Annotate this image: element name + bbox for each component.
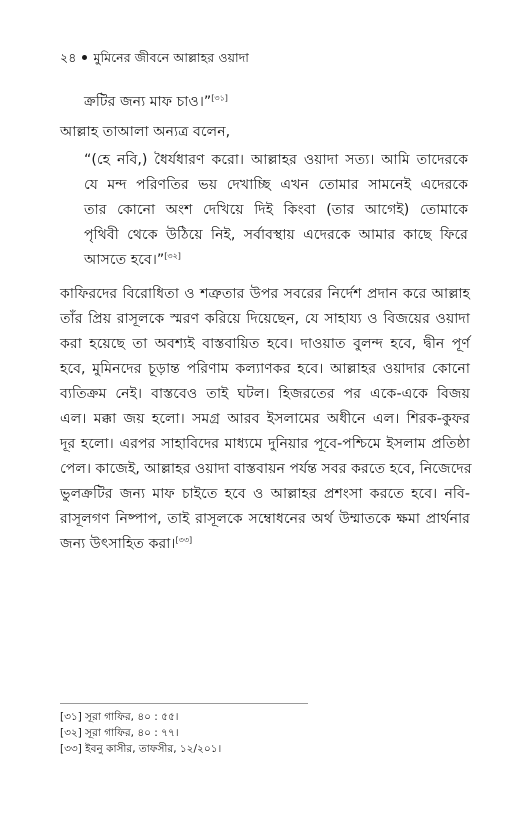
body-line-last bbox=[60, 532, 470, 558]
body-text: জন্য উৎসাহিত করা। bbox=[60, 536, 176, 552]
lead-line: আল্লাহ তাআলা অন্যত্র বলেন, bbox=[60, 124, 231, 140]
page-number: ২৪ bbox=[60, 50, 77, 65]
quote-text: আসতে হবে।” bbox=[84, 252, 165, 268]
body-line: পেল। কাজেই, আল্লাহর ওয়াদা বাস্তবায়ন পর্যন্ত সবর করতে হবে, নিজেদের bbox=[60, 461, 472, 477]
body-line: হবে, মুমিনদের চূড়ান্ত পরিণাম কল্যাণকর হবে। আল্লাহর ওয়াদার কোনো bbox=[60, 361, 470, 377]
quote-line: পৃথিবী থেকে উঠিয়ে নিই, সর্বাবস্থায় এদেরকে আমার কাছে ফিরে bbox=[84, 227, 468, 243]
footnote-ref-32: [৩২] bbox=[164, 251, 181, 261]
body-line: করা হয়েছে তা অবশ্যই বাস্তবায়িত হবে। দাওয়াত বুলন্দ হবে, দ্বীন পূর্ণ bbox=[60, 336, 470, 352]
body-line: কাফিরদের বিরোধিতা ও শত্রুতার উপর সবরের নির্দেশ প্রদান করে আল্লাহ bbox=[60, 286, 470, 302]
body-line: রাসূলগণ নিষ্পাপ, তাই রাসূলকে সম্বোধনের অর্থ উম্মাতকে ক্ষমা প্রার্থনার bbox=[60, 511, 470, 527]
quote-line: তার কোনো অংশ দেখিয়ে দিই কিংবা (তার আগেই) তোমাকে bbox=[84, 202, 468, 218]
footnote-33: [৩৩] ইবনু কাসীর, তাফসীর, ১২/২০১। bbox=[60, 743, 222, 755]
footnote-31: [৩১] সূরা গাফির, ৪০ : ৫৫। bbox=[60, 711, 179, 723]
footnote-ref-31: [৩১] bbox=[211, 93, 228, 103]
quote-line: “(হে নবি,) ধৈর্যধারণ করো। আল্লাহর ওয়াদা সত্য। আমি তাদেরকে bbox=[84, 152, 468, 168]
bullet-separator-icon bbox=[82, 55, 87, 60]
footnote-divider bbox=[60, 703, 308, 704]
quote-line: যে মন্দ পরিণতির ভয় দেখাচ্ছি এখন তোমার সামনেই এদেরকে bbox=[84, 177, 468, 193]
footnote-32: [৩২] সূরা গাফির, ৪০ : ৭৭। bbox=[60, 727, 179, 739]
quote-line-last bbox=[84, 248, 468, 274]
body-line: দূর হলো। এরপর সাহাবিদের মাধ্যমে দুনিয়ার পূবে-পশ্চিমে ইসলাম প্রতিষ্ঠা bbox=[60, 436, 470, 452]
body-line: এল। মক্কা জয় হলো। সমগ্র আরব ইসলামের অধীনে এল। শিরক-কুফর bbox=[60, 411, 470, 427]
book-title: মুমিনের জীবনে আল্লাহর ওয়াদা bbox=[93, 50, 250, 65]
running-header bbox=[60, 50, 249, 70]
footnote-ref-33: [৩৩] bbox=[175, 535, 193, 545]
body-line: ভুলক্রটির জন্য মাফ চাইতে হবে ও আল্লাহর প্রশংসা করতে হবে। নবি- bbox=[60, 486, 470, 502]
intro-line bbox=[84, 90, 228, 116]
body-line: ব্যতিক্রম নেই। বাস্তবেও তাই ঘটল। হিজরতের পর একে-একে বিজয় bbox=[60, 386, 470, 402]
body-line: তাঁর প্রিয় রাসূলকে স্মরণ করিয়ে দিয়েছেন, যে সাহায্য ও বিজয়ের ওয়াদা bbox=[60, 311, 470, 327]
intro-text: ক্রটির জন্য মাফ চাও।” bbox=[84, 94, 212, 110]
